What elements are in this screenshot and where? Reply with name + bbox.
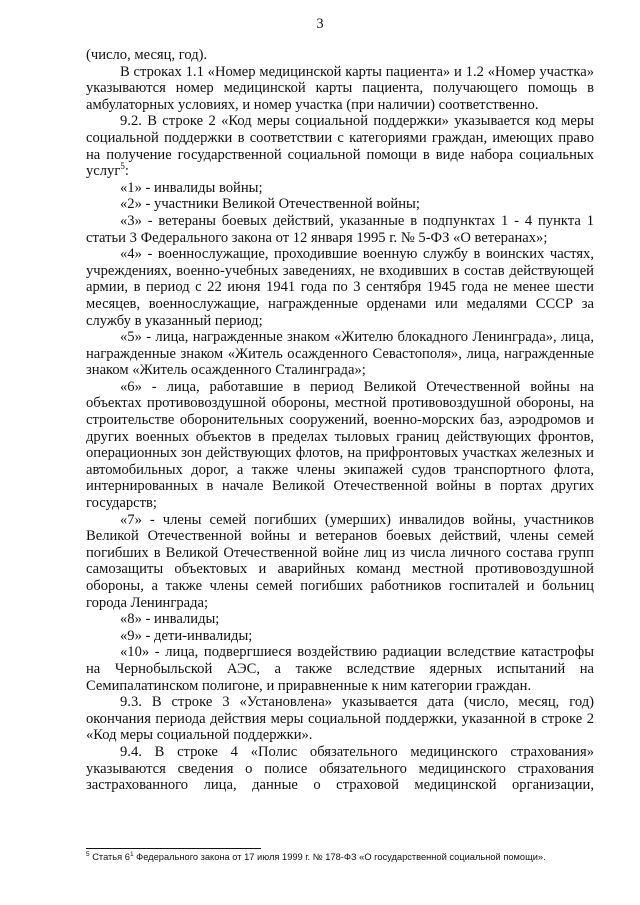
document-body [86,47,594,794]
code-item-6: «6» - лица, работавшие в период Великой Отечественной войны на объектах противовоздушной обороны, местной противовоздушной обороны, на строительстве оборонительных сооружений, военно-морских баз, аэродромов и других военных объектов в пределах тыловых границ действующих фронтов, операционных зон действующих флотов, на прифронтовых участках железных и автомобильных дорог, а также члены экипажей судов транспортного флота, интернированных в начале Великой Отечественной войны в портах других государств; [86,378,594,512]
code-item-7: «7» - члены семей погибших (умерших) инвалидов войны, участников Великой Отечественной войны и ветеранов боевых действий, члены семей погибших в Великой Отечественной войне лиц из числа личного состава групп самозащиты объектовых и аварийных команд местной противовоздушной обороны, а также члены семей погибших работников госпиталей и больниц города Ленинграда; [86,511,594,611]
code-item-8: «8» - инвалиды; [120,611,220,628]
code-item-9: «9» - дети-инвалиды; [120,627,253,644]
paragraph-rows-1-1-1-2: В строках 1.1 «Номер медицинской карты пациента» и 1.2 «Номер участка» указываются номер медицинской карты пациента, получающего помощь в амбулаторных условиях, и номер участка (при наличии) соответственно. [86,63,594,113]
code-item-2: «2» - участники Великой Отечественной войны; [120,196,420,213]
paragraph-9-2-text: 9.2. В строке 2 «Код меры социальной поддержки» указывается код меры социальной поддержки в соответствии с категориями граждан, имеющих право на получение государственной социальной помощи в виде набора социальных услуг [86,113,594,180]
code-item-1: «1» - инвалиды войны; [120,179,263,196]
footnote-marker: 5 [86,850,90,858]
code-item-10: «10» - лица, подвергшиеся воздействию радиации вследствие катастрофы на Чернобыльской АЭС, а также вследствие ядерных испытаний на Семипалатинском полигоне, и приравненные к ним категории граждан. [86,644,594,694]
footnote-text-before: Статья 6 [89,852,130,862]
paragraph-date-continuation: (число, месяц, год). [86,47,208,63]
paragraph-9-4: 9.4. В строке 4 «Полис обязательного медицинского страхования» указываются сведения о полисе обязательного медицинского страхования застрахованного лица, данные о страховой медицинской организации, [86,743,594,794]
footnote-text-after: Федерального закона от 17 июля 1999 г. № 178-ФЗ «О государственной социальной помощи». [133,852,546,862]
paragraph-9-2 [86,113,594,179]
paragraph-9-3: 9.3. В строке 3 «Установлена» указывается дата (число, месяц, год) окончания периода действия меры социальной поддержки, указанной в строке 2 «Код меры социальной поддержки». [86,694,594,744]
code-item-3: «3» - ветераны боевых действий, указанные в подпунктах 1 - 4 пункта 1 статьи 3 Федерального закона от 12 января 1995 г. № 5-ФЗ «О ветеранах»; [86,212,594,246]
footnote [86,851,594,863]
code-item-5: «5» - лица, награжденные знаком «Жителю блокадного Ленинграда», лица, награжденные знаком «Житель осажденного Севастополя», лица, награжденные знаком «Житель осажденного Сталинграда»; [86,329,594,379]
footnote-divider [86,848,261,849]
code-item-4: «4» - военнослужащие, проходившие военную службу в воинских частях, учреждениях, военно-учебных заведениях, не входивших в состав действующей армии, в период с 22 июня 1941 года по 3 сентября 1945 года не менее шести месяцев, военнослужащие, награжденные орденами или медалями СССР за службу в указанный период; [86,246,594,329]
paragraph-9-2-colon: : [124,163,129,180]
footnote-reference: 5 [120,161,125,172]
page-number: 3 [316,16,324,32]
footnote-article-superscript: 1 [129,850,134,858]
